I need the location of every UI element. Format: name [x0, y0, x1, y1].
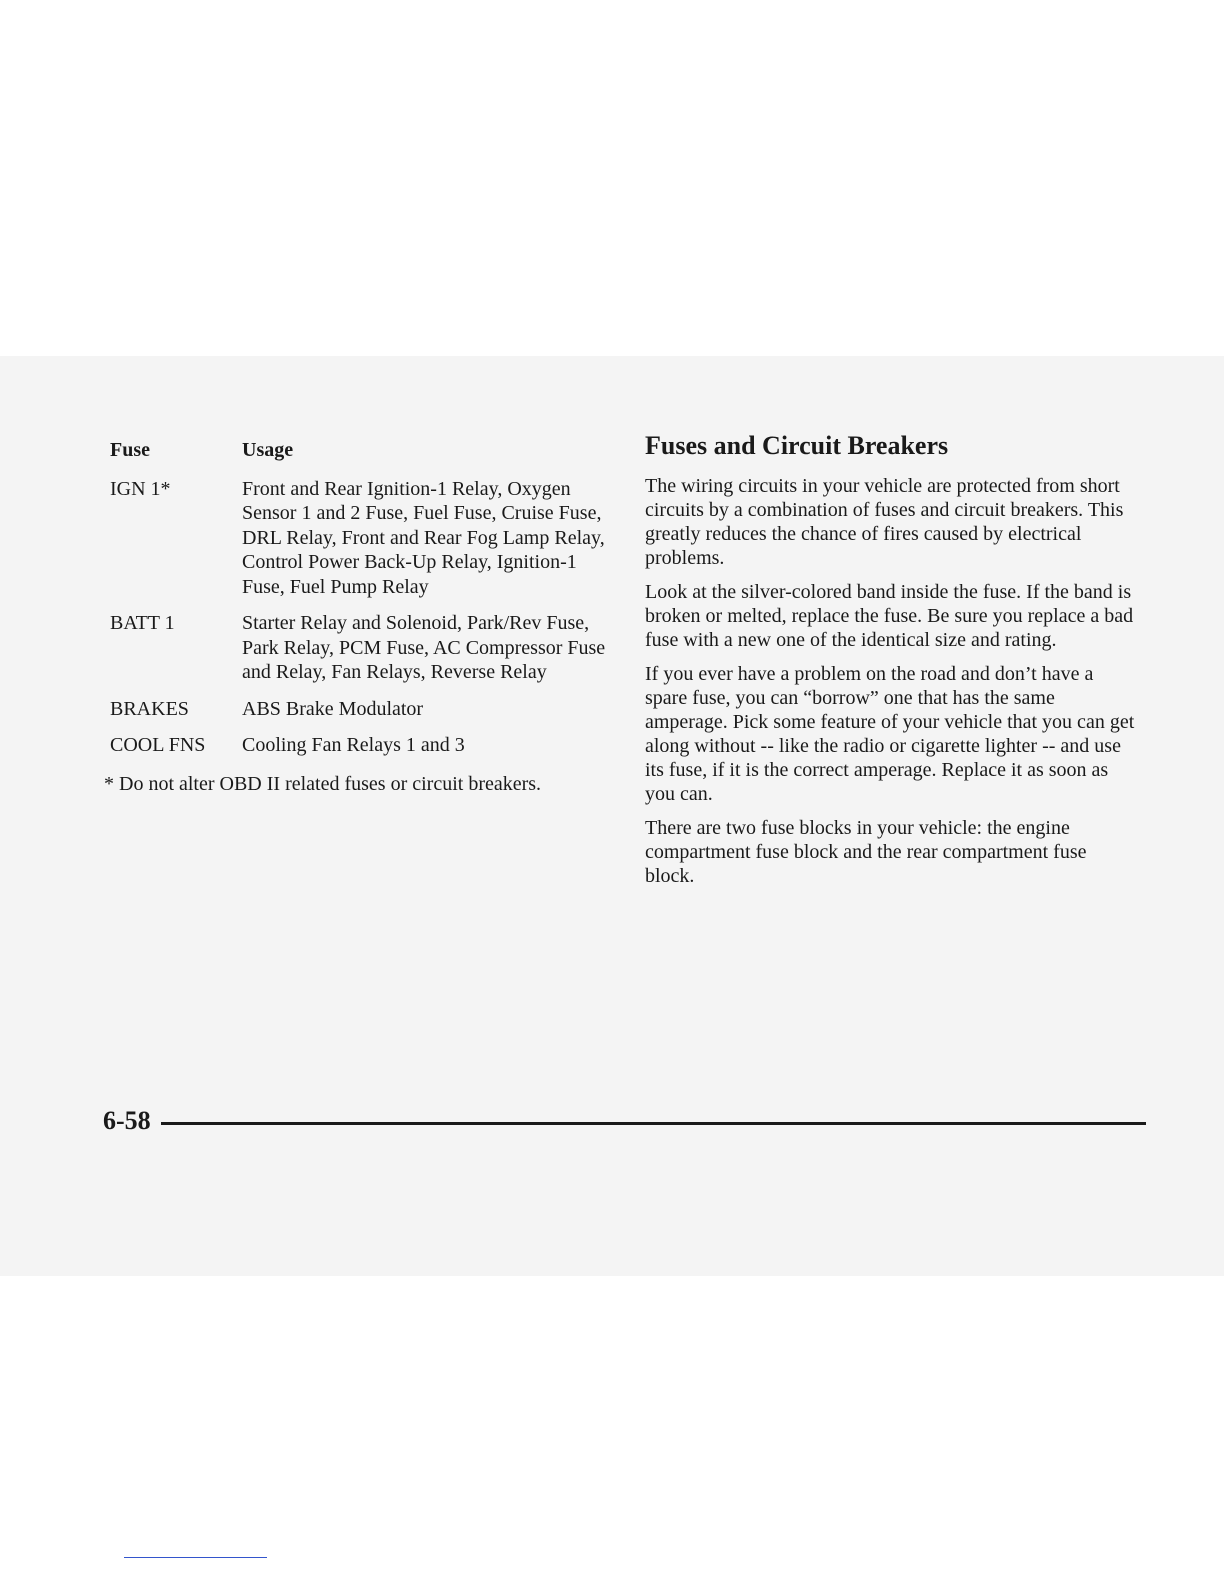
- fuse-usage-cell: ABS Brake Modulator: [242, 697, 424, 720]
- paragraph: There are two fuse blocks in your vehicle: the engine compartment fuse block and the rear compartment fuse block.: [645, 817, 1087, 887]
- footer-rule: [161, 1122, 1146, 1125]
- fuse-usage-table: [110, 438, 610, 770]
- fuse-usage-cell: Cooling Fan Relays 1 and 3: [242, 734, 465, 756]
- table-footnote: * Do not alter OBD II related fuses or circuit breakers.: [104, 772, 542, 795]
- fuse-name-cell: COOL FNS: [110, 734, 206, 756]
- paragraph: Look at the silver-colored band inside the fuse. If the band is broken or melted, replace the fuse. Be sure you replace a bad fuse with a new one of the identical size and rating.: [645, 581, 1134, 651]
- table-row: [110, 477, 610, 612]
- fuse-usage-column: [104, 438, 610, 796]
- table-row: [110, 733, 610, 770]
- page-footer: [103, 1105, 1148, 1141]
- bottom-underline-mark: [124, 1557, 267, 1558]
- table-row: [110, 611, 610, 697]
- fuses-section: [645, 430, 1135, 898]
- fuse-name-cell: BRAKES: [110, 697, 189, 720]
- section-title: Fuses and Circuit Breakers: [645, 431, 949, 460]
- paragraph: If you ever have a problem on the road and don’t have a spare fuse, you can “borrow” one that has the same amperage. Pick some feature of your vehicle that you can get along without -- like the radio or cigarette lighter -- and use its fuse, if it is the correct amperage. Replace it as soon as you can.: [645, 663, 1135, 805]
- table-header-row: [110, 438, 610, 477]
- fuse-name-cell: BATT 1: [110, 612, 175, 634]
- fuse-usage-cell: Front and Rear Ignition-1 Relay, Oxygen Sensor 1 and 2 Fuse, Fuel Fuse, Cruise Fuse, DRL Relay, Front and Rear Fog Lamp Relay, Control Power Back-Up Relay, Ignition-1 Fuse, Fuel Pump Relay: [242, 477, 605, 598]
- paragraph: The wiring circuits in your vehicle are protected from short circuits by a combination of fuses and circuit breakers. This greatly reduces the chance of fires caused by electrical problems.: [645, 475, 1124, 569]
- fuse-column-header: Fuse: [110, 439, 150, 461]
- table-row: [110, 697, 610, 734]
- page-number: 6-58: [103, 1106, 151, 1135]
- usage-column-header: Usage: [242, 439, 294, 461]
- fuse-usage-cell: Starter Relay and Solenoid, Park/Rev Fuse, Park Relay, PCM Fuse, AC Compressor Fuse and Relay, Fan Relays, Reverse Relay: [242, 612, 606, 683]
- fuse-name-cell: IGN 1*: [110, 477, 171, 500]
